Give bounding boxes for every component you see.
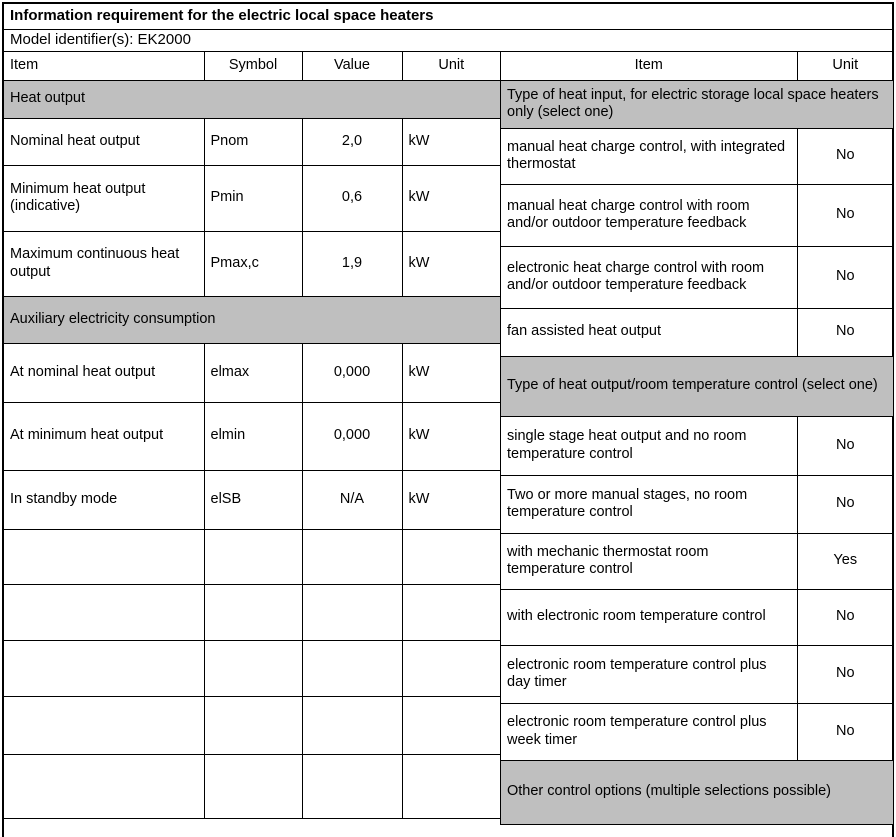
row-value: N/A	[302, 470, 402, 529]
row-value: 0,6	[302, 165, 402, 231]
row-value	[302, 640, 402, 696]
row-unit: kW	[402, 402, 500, 470]
row-unit: No	[797, 589, 893, 645]
row-unit: kW	[402, 343, 500, 402]
table-row	[4, 118, 500, 165]
column-header-unit: Unit	[402, 52, 500, 80]
table-row	[501, 645, 893, 703]
section-header-row	[4, 80, 500, 118]
row-item: fan assisted heat output	[501, 308, 797, 356]
row-item	[4, 696, 204, 754]
table-row	[501, 184, 893, 246]
section-header-row	[501, 80, 893, 128]
row-unit	[402, 584, 500, 640]
table-row	[501, 128, 893, 184]
table-row	[4, 584, 500, 640]
row-value: 1,9	[302, 231, 402, 296]
row-value	[302, 754, 402, 818]
section-auxiliary-electricity-consumption: Auxiliary electricity consumption	[4, 296, 500, 343]
row-item: single stage heat output and no room temperature control	[501, 416, 797, 475]
table-row	[501, 246, 893, 308]
row-unit: No	[797, 703, 893, 760]
row-unit: No	[797, 308, 893, 356]
column-header-item: Item	[4, 52, 204, 80]
row-value: 0,000	[302, 343, 402, 402]
row-unit: kW	[402, 470, 500, 529]
right-table	[501, 52, 893, 825]
table-row	[501, 416, 893, 475]
row-unit: No	[797, 184, 893, 246]
row-item: Nominal heat output	[4, 118, 204, 165]
table-header-row	[501, 52, 893, 80]
table-row	[4, 696, 500, 754]
table-body-split	[4, 52, 892, 825]
row-item	[4, 754, 204, 818]
section-other-control-options: Other control options (multiple selections possible)	[501, 760, 893, 824]
row-value	[302, 529, 402, 584]
table-row	[501, 703, 893, 760]
section-heat-output: Heat output	[4, 80, 500, 118]
row-item: with mechanic thermostat room temperature control	[501, 533, 797, 589]
row-item: with electronic room temperature control	[501, 589, 797, 645]
table-row	[501, 308, 893, 356]
table-row	[4, 754, 500, 818]
left-table	[4, 52, 500, 819]
left-table-wrapper	[4, 52, 500, 819]
section-header-row	[501, 356, 893, 416]
row-symbol	[204, 529, 302, 584]
table-row	[4, 165, 500, 231]
table-row	[4, 231, 500, 296]
row-item: At nominal heat output	[4, 343, 204, 402]
row-unit: No	[797, 416, 893, 475]
column-header-value: Value	[302, 52, 402, 80]
row-unit: No	[797, 645, 893, 703]
row-symbol: Pmin	[204, 165, 302, 231]
row-item: electronic room temperature control plus week timer	[501, 703, 797, 760]
row-symbol	[204, 696, 302, 754]
column-header-unit-right: Unit	[797, 52, 893, 80]
table-frame	[2, 2, 894, 837]
row-symbol	[204, 584, 302, 640]
section-type-of-heat-output-room-temperature-control: Type of heat output/room temperature control (select one)	[501, 356, 893, 416]
table-row	[4, 529, 500, 584]
page-title: Information requirement for the electric local space heaters	[4, 4, 892, 30]
table-row	[4, 470, 500, 529]
row-unit: Yes	[797, 533, 893, 589]
row-unit: kW	[402, 118, 500, 165]
row-item: At minimum heat output	[4, 402, 204, 470]
table-row	[4, 640, 500, 696]
row-unit: kW	[402, 231, 500, 296]
row-symbol	[204, 640, 302, 696]
table-row	[4, 343, 500, 402]
row-unit	[402, 754, 500, 818]
table-row	[501, 589, 893, 645]
table-row	[4, 402, 500, 470]
row-item: electronic room temperature control plus day timer	[501, 645, 797, 703]
table-header-row	[4, 52, 500, 80]
row-symbol: Pnom	[204, 118, 302, 165]
row-item	[4, 640, 204, 696]
row-symbol	[204, 754, 302, 818]
row-value	[302, 584, 402, 640]
row-value: 2,0	[302, 118, 402, 165]
row-item: Minimum heat output (indicative)	[4, 165, 204, 231]
table-row	[501, 475, 893, 533]
column-header-symbol: Symbol	[204, 52, 302, 80]
row-item: manual heat charge control with room and/or outdoor temperature feedback	[501, 184, 797, 246]
row-value	[302, 696, 402, 754]
model-identifier-row: Model identifier(s): EK2000	[4, 30, 892, 52]
section-header-row	[4, 296, 500, 343]
section-type-of-heat-input: Type of heat input, for electric storage local space heaters only (select one)	[501, 80, 893, 128]
row-symbol: elmin	[204, 402, 302, 470]
row-value: 0,000	[302, 402, 402, 470]
row-unit: No	[797, 128, 893, 184]
row-unit	[402, 696, 500, 754]
right-table-wrapper	[500, 52, 892, 825]
row-item: Maximum continuous heat output	[4, 231, 204, 296]
section-header-row	[501, 760, 893, 824]
row-unit	[402, 640, 500, 696]
row-symbol: Pmax,c	[204, 231, 302, 296]
row-item: Two or more manual stages, no room temperature control	[501, 475, 797, 533]
row-item: manual heat charge control, with integrated thermostat	[501, 128, 797, 184]
row-item: electronic heat charge control with room and/or outdoor temperature feedback	[501, 246, 797, 308]
row-item	[4, 529, 204, 584]
row-unit: kW	[402, 165, 500, 231]
row-item: In standby mode	[4, 470, 204, 529]
row-symbol: elmax	[204, 343, 302, 402]
column-header-item-right: Item	[501, 52, 797, 80]
row-item	[4, 584, 204, 640]
table-row	[501, 533, 893, 589]
row-unit: No	[797, 246, 893, 308]
row-symbol: elSB	[204, 470, 302, 529]
row-unit	[402, 529, 500, 584]
row-unit: No	[797, 475, 893, 533]
